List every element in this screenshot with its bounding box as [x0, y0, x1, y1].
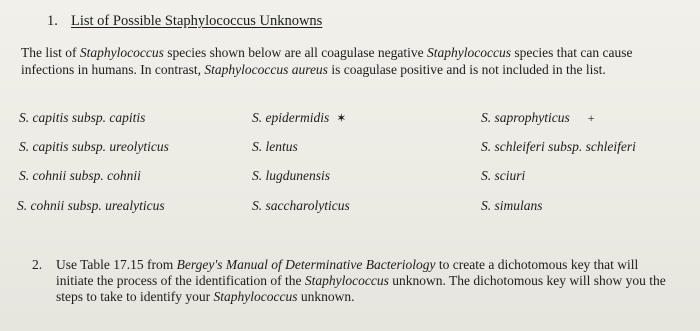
species-item [252, 110, 346, 126]
species-epithet: ureolyticus [109, 139, 169, 154]
intro-text-3: species that can cause infections in humans. In contrast, [21, 45, 633, 77]
plus-mark-icon: + [587, 111, 595, 125]
species-genus: S. simulans [481, 198, 543, 213]
species-genus: S. sciuri [481, 168, 526, 183]
section-heading [47, 13, 322, 30]
species-subsp: subsp. [68, 110, 110, 125]
intro-text-4: is coagulase positive and is not included in the list. [327, 61, 606, 77]
species-name: S. lugdunensis [252, 168, 331, 183]
species-subsp: subsp. [66, 168, 108, 183]
species-genus: S. capitis [19, 110, 69, 125]
instr-genus-2: Staphylococcus [213, 289, 298, 304]
species-genus: S. saprophyticus [481, 110, 570, 125]
species-item [481, 168, 525, 184]
species-item [252, 168, 330, 184]
species-item [19, 139, 169, 155]
intro-genus-1: Staphylococcus [79, 45, 164, 60]
intro-text-1: The list of [21, 45, 80, 60]
species-item [252, 198, 350, 214]
intro-species: Staphylococcus aureus [204, 61, 328, 77]
intro-text-2: species shown below are all coagulase negative [163, 45, 428, 60]
instruction-text [56, 257, 672, 305]
species-epithet: cohnii [107, 168, 141, 183]
star-mark-icon: ✶ [336, 111, 347, 125]
species-item [481, 198, 543, 214]
species-name: S. epidermidis [252, 110, 330, 125]
instr-text-2: to create a dichotomous key that will initiate the process of the identification of the [56, 257, 639, 288]
species-subsp: subsp. [64, 198, 106, 213]
species-epithet: urealyticus [105, 198, 165, 213]
species-item [252, 139, 298, 155]
species-name: S. lentus [252, 139, 298, 154]
species-name: S. saccharolyticus [252, 198, 350, 213]
species-genus: S. cohnii [19, 168, 67, 183]
species-item [19, 168, 141, 184]
species-item [17, 198, 165, 214]
book-title: Bergey's Manual of Determinative Bacteriology [176, 257, 436, 272]
instruction-item-2 [32, 257, 672, 305]
species-subsp: subsp. [68, 139, 110, 154]
instr-genus-1: Staphylococcus [304, 273, 389, 288]
species-genus: S. schleiferi [481, 139, 545, 154]
species-item [481, 110, 595, 126]
instr-text-3: unknown. The dichotomous key will show you the steps to take to identify your [56, 273, 666, 304]
species-subsp: subsp. [544, 139, 586, 154]
species-genus: S. cohnii [17, 198, 65, 213]
section-number: 1. [47, 13, 58, 29]
section-title: List of Possible Staphylococcus Unknowns [71, 13, 323, 29]
species-epithet: capitis [109, 110, 146, 125]
species-item [19, 110, 145, 126]
species-epithet: schleiferi [585, 139, 636, 154]
species-genus: S. capitis [19, 139, 69, 154]
instr-text-4: unknown. [297, 289, 355, 304]
species-item [481, 139, 636, 155]
item-number: 2. [32, 257, 43, 272]
intro-genus-2: Staphylococcus [427, 45, 511, 60]
intro-paragraph [21, 45, 676, 78]
instr-text-1: Use Table 17.15 from [56, 257, 177, 272]
